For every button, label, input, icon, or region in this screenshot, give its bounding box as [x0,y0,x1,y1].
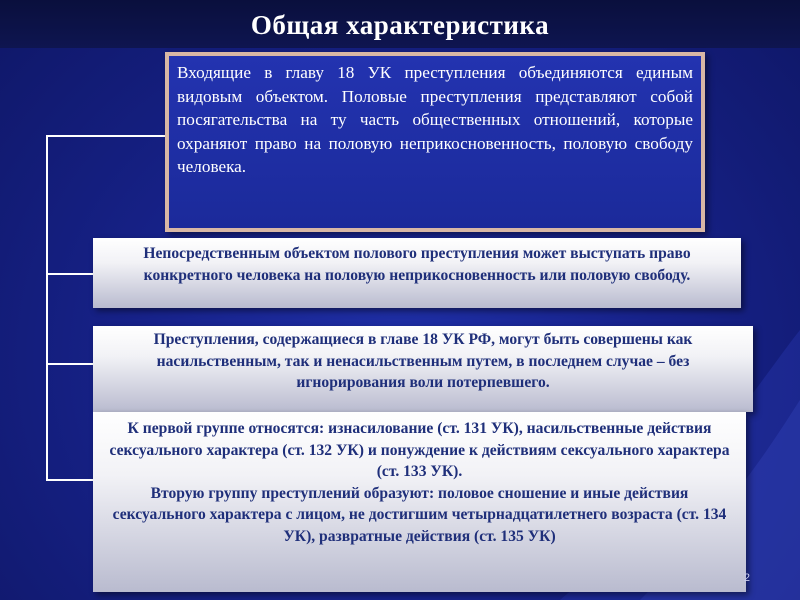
method-box [93,326,753,412]
second-group-text: Вторую группу преступлений образуют: половое сношение и иные действия сексуального характера с лицом, не достигшим четырнадцатилетнего возраста (ст. 134 УК), развратные действия (ст. 135 УК) [112,484,727,545]
direct-object-box [93,238,741,308]
direct-object-text: Непосредственным объектом полового преступления может выступать право конкретного человека на половую неприкосновенность или половую свободу. [143,245,691,284]
connector-3 [46,363,93,365]
groups-box [93,412,746,592]
page-number: 2 [743,572,750,584]
connector-vertical [46,135,48,481]
connector-1 [46,135,165,137]
connector-2 [46,273,93,275]
general-object-text: Входящие в главу 18 УК преступления объединяются единым видовым объектом. Половые преступления представляют собой посягательства на ту часть общественных отношений, которые охраняют право на половую неприкосновенность, половую свободу человека. [169,56,701,228]
connector-4 [46,479,93,481]
first-group-text: К первой группе относятся: изнасилование (ст. 131 УК), насильственные действия сексуального характера (ст. 132 УК) и понуждение к действиям сексуального характера (ст. 133 УК). [109,420,730,480]
method-text: Преступления, содержащиеся в главе 18 УК РФ, могут быть совершены как насильственным, так и ненасильственным путем, в последнем случае – без игнорирования воли потерпевшего. [153,331,693,391]
general-object-box [165,52,705,232]
slide-title: Общая характеристика [250,10,550,40]
